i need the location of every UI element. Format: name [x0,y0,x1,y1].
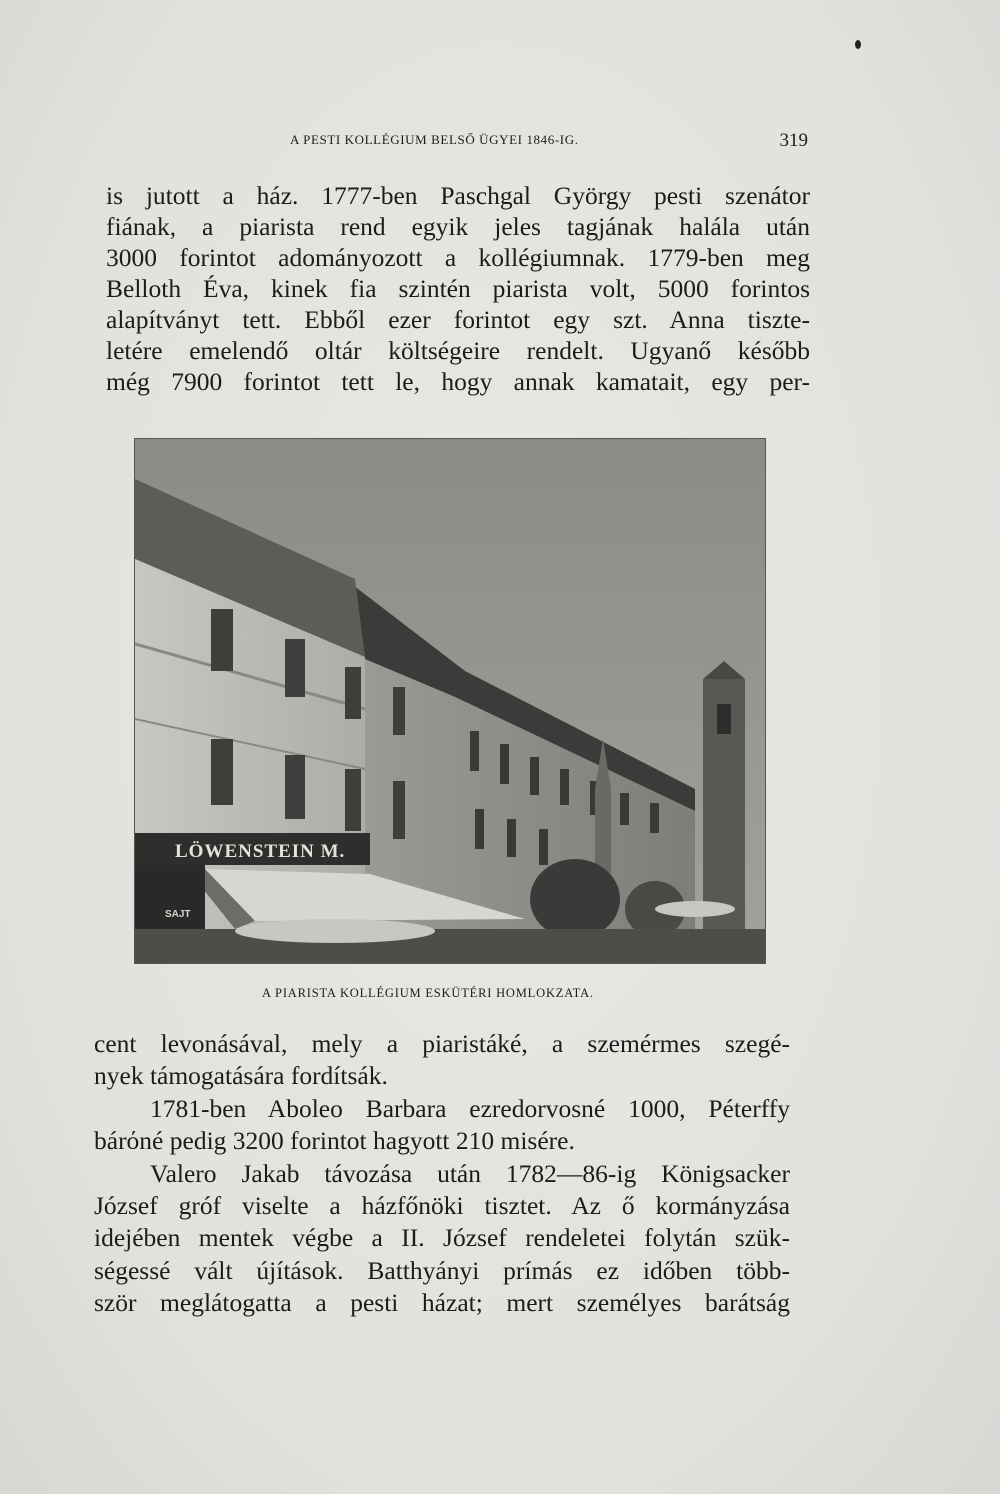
text-line: cent levonásával, mely a piaristáké, a szemérmes szegé- [94,1029,790,1058]
text-line: is jutott a ház. 1777-ben Paschgal György pesti szenátor [106,181,810,210]
paragraph-1 [106,180,810,397]
text-line: alapítványt tett. Ebből ezer forintot egy szt. Anna tiszte- [106,305,810,334]
page-number: 319 [779,130,808,151]
text-line: bárόné pedig 3200 forintot hagyott 210 misére. [94,1126,575,1156]
figure-caption: A PIARISTA KOLLÉGIUM ESKÜTÉRI HOMLOKZATA. [262,986,594,1000]
text-line: József gróf viselte a házfőnöki tisztet. Az ő kormányzása [94,1190,790,1220]
text-line: Valero Jakab távozása után 1782—86-ig Königsacker [150,1158,790,1188]
shop-label-cheese: SAJT [165,909,191,920]
photo-illustration [135,439,765,963]
paragraph-2 [94,1028,790,1320]
text-line: idejében mentek végbe a II. József rendeletei folytán szük- [94,1223,790,1253]
running-head: A PESTI KOLLÉGIUM BELSŐ ÜGYEI 1846-IG. [290,132,579,147]
text-line: ségessé vált újítások. Batthyányi prímás ez időben több- [94,1255,790,1285]
ink-speck [855,40,861,49]
shop-sign-text: LÖWENSTEIN M. [175,841,346,862]
text-line: nyek támogatására fordítsák. [94,1061,388,1091]
text-line: 3000 forintot adományozott a kollégiumnak. 1779-ben meg [106,243,810,272]
page-header [110,128,810,158]
text-line: 1781-ben Aboleo Barbara ezredorvosné 1000, Péterffy [150,1093,790,1123]
text-line: még 7900 forintot tett le, hogy annak kamatait, egy per- [106,367,810,396]
text-line: fiának, a piarista rend egyik jeles tagjának halála után [106,212,810,241]
text-line: Belloth Éva, kinek fia szintén piarista volt, 5000 forintos [106,274,810,303]
building-photograph [134,438,766,964]
text-line: letére emelendő oltár költségeire rendelt. Ugyanő később [106,336,810,365]
text-line: ször meglátogatta a pesti házat; mert személyes barátság [94,1288,790,1318]
